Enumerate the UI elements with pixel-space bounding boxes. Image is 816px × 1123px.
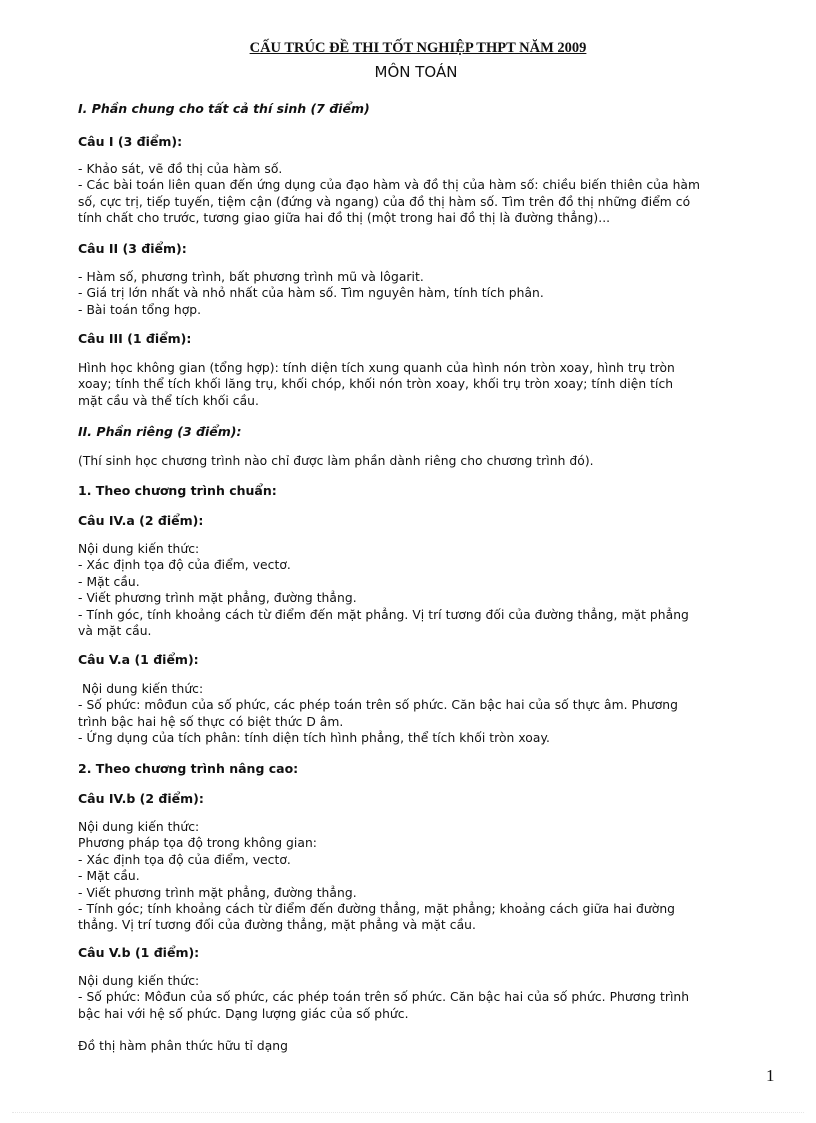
text-line: mặt cầu và thể tích khối cầu. <box>78 393 259 408</box>
cau-4a-heading: Câu IV.a (2 điểm): <box>78 513 204 528</box>
text-line: thẳng. Vị trí tương đối của đường thẳng, mặt phẳng và mặt cầu. <box>78 918 476 933</box>
program-2-heading: 2. Theo chương trình nâng cao: <box>78 761 299 776</box>
cau-2-content <box>78 269 772 318</box>
text-line: và mặt cầu. <box>78 624 152 639</box>
text-line: số, cực trị, tiếp tuyến, tiệm cận (đứng và ngang) của đồ thị hàm số. Tìm trên đồ thị những điểm có <box>78 194 691 209</box>
text-line: - Các bài toán liên quan đến ứng dụng của đạo hàm và đồ thị của hàm số: chiều biến thiên của hàm <box>78 178 701 193</box>
text-line: - Viết phương trình mặt phẳng, đường thẳng. <box>78 885 357 900</box>
text-line: Nội dung kiến thức: <box>78 820 200 834</box>
page-number: 1 <box>766 1066 775 1085</box>
program-1-heading: 1. Theo chương trình chuẩn: <box>78 483 277 498</box>
cau-1-content <box>78 161 772 227</box>
text-line: - Xác định tọa độ của điểm, vectơ. <box>78 558 291 573</box>
cau-5b-heading: Câu V.b (1 điểm): <box>78 945 200 960</box>
text-line: Nội dung kiến thức: <box>78 542 200 556</box>
cau-2-heading: Câu II (3 điểm): <box>78 241 187 256</box>
text-line: xoay; tính thể tích khối lăng trụ, khối chóp, khối nón tròn xoay, khối trụ tròn xoay; tính diện tích <box>78 377 674 392</box>
text-line: tính chất cho trước, tương giao giữa hai đồ thị (một trong hai đồ thị là đường thẳng)... <box>78 211 611 226</box>
cau-3-content <box>78 360 772 409</box>
text-line: - Giá trị lớn nhất và nhỏ nhất của hàm số. Tìm nguyên hàm, tính tích phân. <box>78 286 544 301</box>
part-2-note: (Thí sinh học chương trình nào chỉ được làm phần dành riêng cho chương trình đó). <box>78 454 594 468</box>
closing-line: Đồ thị hàm phân thức hữu tỉ dạng <box>78 1039 289 1053</box>
part-2-heading: II. Phần riêng (3 điểm): <box>78 424 242 439</box>
text-line: - Tính góc; tính khoảng cách từ điểm đến đường thẳng, mặt phẳng; khoảng cách giữa hai đường <box>78 902 676 917</box>
text-line: trình bậc hai hệ số thực có biệt thức D âm. <box>78 714 344 729</box>
text-line: Nội dung kiến thức: <box>78 682 204 696</box>
text-line: bậc hai với hệ số phức. Dạng lượng giác của số phức. <box>78 1006 409 1021</box>
text-line: - Khảo sát, vẽ đồ thị của hàm số. <box>78 162 283 176</box>
text-line: Nội dung kiến thức: <box>78 974 200 988</box>
text-line: - Bài toán tổng hợp. <box>78 302 202 317</box>
cau-4b-content <box>78 819 772 934</box>
text-line: Hình học không gian (tổng hợp): tính diện tích xung quanh của hình nón tròn xoay, hình trụ tròn <box>78 361 675 375</box>
cau-4a-content <box>78 541 772 639</box>
text-line: - Số phức: môđun của số phức, các phép toán trên số phức. Căn bậc hai của số thực âm. Phương <box>78 698 678 713</box>
text-line: - Hàm số, phương trình, bất phương trình mũ và lôgarit. <box>78 270 424 284</box>
cau-3-heading: Câu III (1 điểm): <box>78 331 192 346</box>
page-bottom-divider <box>12 1112 804 1113</box>
text-line: Phương pháp tọa độ trong không gian: <box>78 836 317 851</box>
cau-1-heading: Câu I (3 điểm): <box>78 134 183 149</box>
text-line: - Tính góc, tính khoảng cách từ điểm đến mặt phẳng. Vị trí tương đối của đường thẳng, mặt phẳng <box>78 607 689 622</box>
cau-5a-heading: Câu V.a (1 điểm): <box>78 652 199 667</box>
part-1-heading: I. Phần chung cho tất cả thí sinh (7 điểm) <box>78 101 370 116</box>
text-line: - Ứng dụng của tích phân: tính diện tích hình phẳng, thể tích khối tròn xoay. <box>78 731 551 746</box>
text-line: - Mặt cầu. <box>78 869 140 884</box>
text-line: - Mặt cầu. <box>78 574 140 589</box>
document-title: CẤU TRÚC ĐỀ THI TỐT NGHIỆP THPT NĂM 2009 <box>249 40 587 56</box>
cau-4b-heading: Câu IV.b (2 điểm): <box>78 791 204 806</box>
cau-5a-content <box>78 681 772 747</box>
cau-5b-content <box>78 973 772 1022</box>
text-line: - Xác định tọa độ của điểm, vectơ. <box>78 852 291 867</box>
subject-title: MÔN TOÁN <box>374 63 458 81</box>
text-line: - Số phức: Môđun của số phức, các phép toán trên số phức. Căn bậc hai của số phức. Phương trình <box>78 990 690 1005</box>
text-line: - Viết phương trình mặt phẳng, đường thẳng. <box>78 591 357 606</box>
